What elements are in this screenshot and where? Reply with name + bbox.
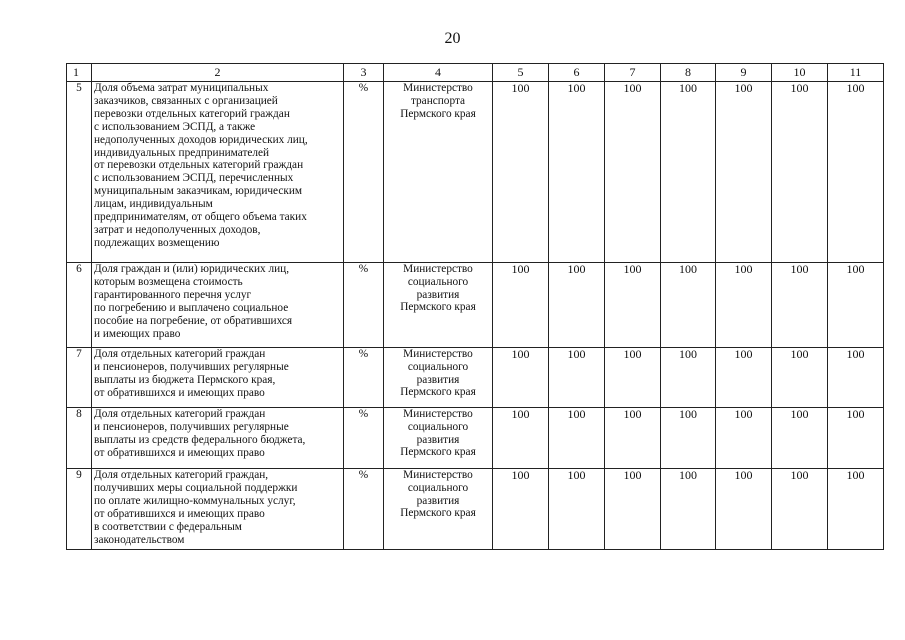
column-header: 10 bbox=[772, 64, 828, 82]
value-cell: 100 bbox=[716, 469, 772, 550]
unit-cell: % bbox=[344, 469, 384, 550]
unit-cell: % bbox=[344, 82, 384, 263]
table-row bbox=[67, 348, 884, 408]
indicator-name: Доля отдельных категорий граждан и пенсионеров, получивших регулярные выплаты из средств федерального бюджета, от обратившихся и имеющих право bbox=[92, 408, 344, 469]
row-number: 5 bbox=[67, 82, 92, 263]
value-cell: 100 bbox=[772, 263, 828, 348]
row-number: 9 bbox=[67, 469, 92, 550]
indicator-name: Доля отдельных категорий граждан и пенсионеров, получивших регулярные выплаты из бюджета Пермского края, от обратившихся и имеющих право bbox=[92, 348, 344, 408]
indicators-table bbox=[66, 63, 884, 550]
value-cell: 100 bbox=[493, 408, 549, 469]
value-cell: 100 bbox=[549, 469, 605, 550]
value-cell: 100 bbox=[828, 263, 884, 348]
value-cell: 100 bbox=[493, 348, 549, 408]
value-cell: 100 bbox=[493, 82, 549, 263]
indicator-name: Доля отдельных категорий граждан, получивших меры социальной поддержки по оплате жилищно-коммунальных услуг, от обратившихся и имеющих право в соответствии с федеральным законодательством bbox=[92, 469, 344, 550]
column-header: 6 bbox=[549, 64, 605, 82]
unit-cell: % bbox=[344, 263, 384, 348]
row-number: 8 bbox=[67, 408, 92, 469]
table-row bbox=[67, 408, 884, 469]
responsible-cell: Министерство транспорта Пермского края bbox=[384, 82, 493, 263]
unit-cell: % bbox=[344, 348, 384, 408]
column-header: 4 bbox=[384, 64, 493, 82]
value-cell: 100 bbox=[716, 263, 772, 348]
responsible-cell: Министерство социального развития Пермского края bbox=[384, 348, 493, 408]
header-row bbox=[67, 64, 884, 82]
value-cell: 100 bbox=[661, 263, 716, 348]
value-cell: 100 bbox=[772, 408, 828, 469]
value-cell: 100 bbox=[828, 348, 884, 408]
value-cell: 100 bbox=[772, 469, 828, 550]
value-cell: 100 bbox=[828, 82, 884, 263]
value-cell: 100 bbox=[772, 82, 828, 263]
unit-cell: % bbox=[344, 408, 384, 469]
column-header: 1 bbox=[67, 64, 92, 82]
column-header: 11 bbox=[828, 64, 884, 82]
value-cell: 100 bbox=[772, 348, 828, 408]
responsible-cell: Министерство социального развития Пермского края bbox=[384, 263, 493, 348]
value-cell: 100 bbox=[828, 408, 884, 469]
table-row bbox=[67, 469, 884, 550]
row-number: 6 bbox=[67, 263, 92, 348]
responsible-cell: Министерство социального развития Пермского края bbox=[384, 469, 493, 550]
value-cell: 100 bbox=[493, 263, 549, 348]
value-cell: 100 bbox=[716, 348, 772, 408]
column-header: 8 bbox=[661, 64, 716, 82]
indicator-name: Доля объема затрат муниципальных заказчиков, связанных с организацией перевозки отдельных категорий граждан с использованием ЭСПД, а также недополученных доходов юридических лиц, индивидуальных предпринимателей от перевозки отдельных категорий граждан с использованием ЭСПД, перечисленных муниципальным заказчикам, юридическим лицам, индивидуальным предпринимателям, от общего объема таких затрат и недополученных доходов, подлежащих возмещению bbox=[92, 82, 344, 263]
value-cell: 100 bbox=[605, 348, 661, 408]
value-cell: 100 bbox=[605, 82, 661, 263]
table-row bbox=[67, 263, 884, 348]
column-header: 3 bbox=[344, 64, 384, 82]
row-number: 7 bbox=[67, 348, 92, 408]
value-cell: 100 bbox=[549, 408, 605, 469]
value-cell: 100 bbox=[493, 469, 549, 550]
value-cell: 100 bbox=[605, 408, 661, 469]
column-header: 5 bbox=[493, 64, 549, 82]
value-cell: 100 bbox=[716, 82, 772, 263]
value-cell: 100 bbox=[661, 408, 716, 469]
value-cell: 100 bbox=[661, 348, 716, 408]
value-cell: 100 bbox=[549, 263, 605, 348]
value-cell: 100 bbox=[828, 469, 884, 550]
value-cell: 100 bbox=[605, 469, 661, 550]
value-cell: 100 bbox=[661, 82, 716, 263]
value-cell: 100 bbox=[549, 348, 605, 408]
responsible-cell: Министерство социального развития Пермского края bbox=[384, 408, 493, 469]
value-cell: 100 bbox=[549, 82, 605, 263]
column-header: 9 bbox=[716, 64, 772, 82]
value-cell: 100 bbox=[661, 469, 716, 550]
column-header: 2 bbox=[92, 64, 344, 82]
indicator-name: Доля граждан и (или) юридических лиц, которым возмещена стоимость гарантированного перечня услуг по погребению и выплачено социальное пособие на погребение, от обратившихся и имеющих право bbox=[92, 263, 344, 348]
column-header: 7 bbox=[605, 64, 661, 82]
value-cell: 100 bbox=[716, 408, 772, 469]
value-cell: 100 bbox=[605, 263, 661, 348]
page-number: 20 bbox=[444, 30, 461, 47]
table-row bbox=[67, 82, 884, 263]
